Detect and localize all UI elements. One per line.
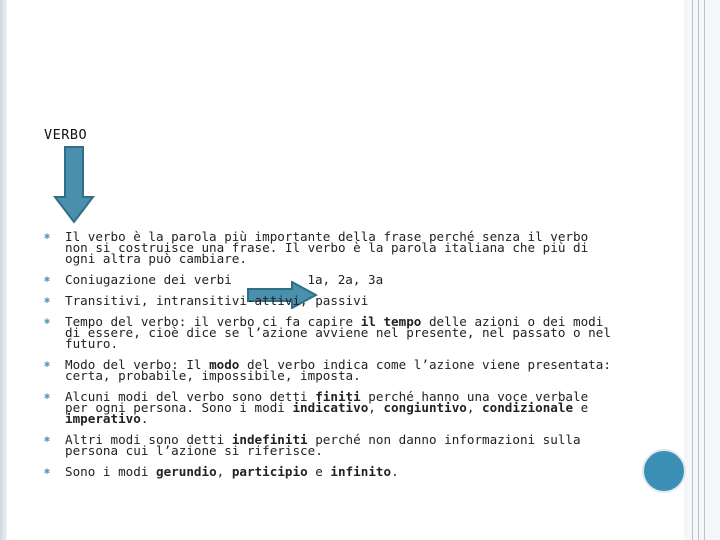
text: . <box>391 464 399 479</box>
text: . <box>140 411 149 426</box>
text: 1a, 2a, 3a <box>307 272 384 287</box>
text: Coniugazione dei verbi <box>65 272 240 287</box>
text: Modo del verbo: Il <box>65 357 210 372</box>
bold-text: indicativo <box>292 400 369 415</box>
bullet-marker-icon: ✱ <box>44 295 51 306</box>
bullet-item <box>44 274 614 285</box>
text: Transitivi, intransitivi-attivi, passivi <box>65 293 369 308</box>
bold-text: il tempo <box>360 314 422 329</box>
bold-text: modo <box>209 357 240 372</box>
text: , <box>216 464 232 479</box>
bullet-marker-icon: ✱ <box>44 466 51 477</box>
text: del verbo indica come l’azione viene presentata: certa, probabile, impossibile, imposta. <box>65 357 611 383</box>
bullet-list <box>44 231 614 487</box>
text: e <box>307 464 331 479</box>
bold-text: gerundio <box>156 464 217 479</box>
bullet-marker-icon: ✱ <box>44 359 51 370</box>
bullet-item <box>44 391 614 424</box>
text: , <box>368 400 384 415</box>
text: perché non danno informazioni sulla persona cui l’azione si riferisce. <box>65 432 581 458</box>
down-arrow-icon <box>53 145 95 225</box>
bullet-marker-icon: ✱ <box>44 231 51 242</box>
text: Tempo del verbo: il verbo ci fa capire <box>65 314 361 329</box>
bold-text: finiti <box>315 389 361 404</box>
circle-icon <box>642 449 686 493</box>
text: Alcuni modi del verbo sono detti <box>65 389 316 404</box>
bullet-marker-icon: ✱ <box>44 316 51 327</box>
text: , <box>466 400 483 415</box>
bullet-marker-icon: ✱ <box>44 391 51 402</box>
bold-text: indefiniti <box>231 432 308 447</box>
text: e <box>573 400 589 415</box>
bullet-marker-icon: ✱ <box>44 274 51 285</box>
text: Altri modi sono detti <box>65 432 232 447</box>
bullet-item <box>44 434 614 456</box>
bullet-item <box>44 295 614 306</box>
slide-right-border <box>684 0 720 540</box>
text: delle azioni o dei modi di essere, cioè dice se l’azione avviene nel presente, nel passato o nel futuro. <box>65 314 611 351</box>
bullet-item <box>44 316 614 349</box>
bullet-item <box>44 359 614 381</box>
slide-title: VERBO <box>44 127 88 143</box>
bold-text: congiuntivo <box>383 400 467 415</box>
bold-text: infinito <box>330 464 392 479</box>
bullet-item <box>44 231 614 264</box>
bullet-item <box>44 466 614 477</box>
bold-text: imperativo <box>65 411 141 426</box>
text: Il verbo è la parola più importante della frase perché senza il verbo non si costruisce una frase. Il verbo è la parola italiana che più di ogni altra può cambiare. <box>65 229 589 266</box>
bullet-marker-icon: ✱ <box>44 434 51 445</box>
bold-text: condizionale <box>482 400 574 415</box>
slide-left-border <box>0 0 7 540</box>
text: perché hanno una voce verbale per ogni persona. Sono i modi <box>65 389 589 415</box>
text: Sono i modi <box>65 464 156 479</box>
bold-text: participio <box>231 464 308 479</box>
